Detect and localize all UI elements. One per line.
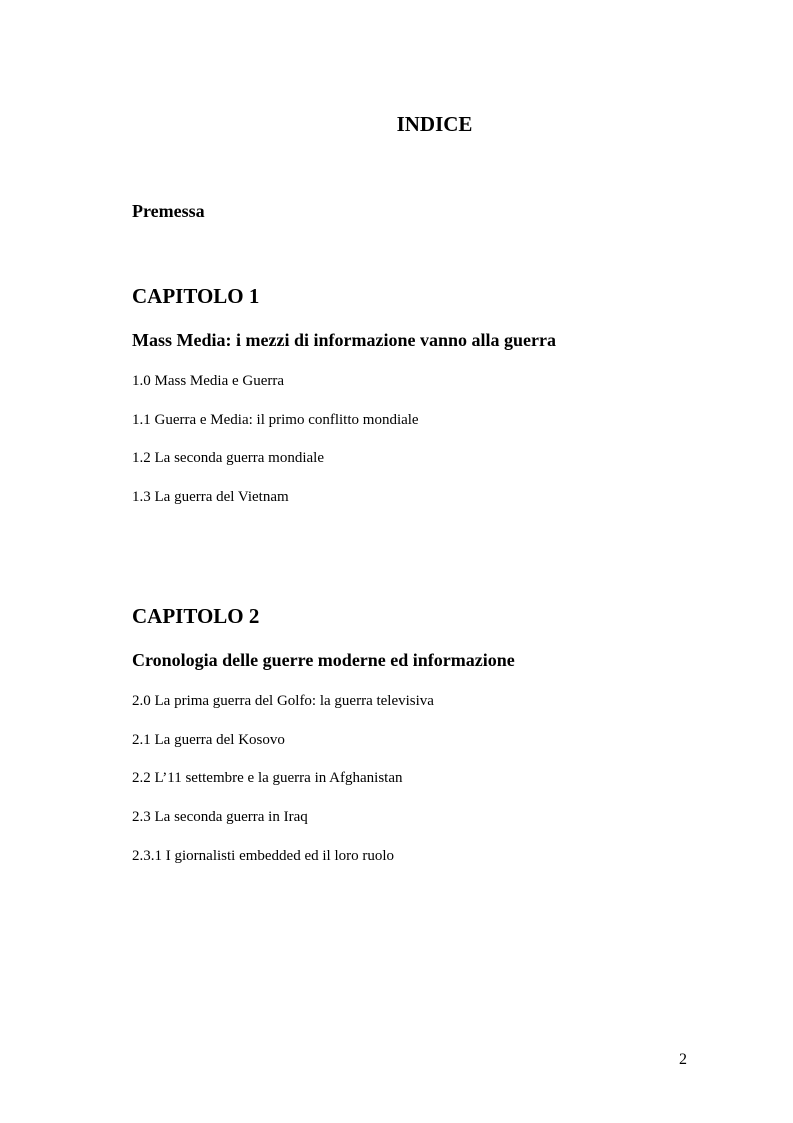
toc-entry: 2.3 La seconda guerra in Iraq — [132, 809, 308, 825]
toc-entry: 1.1 Guerra e Media: il primo conflitto mondiale — [132, 412, 419, 428]
toc-entry: 2.0 La prima guerra del Golfo: la guerra televisiva — [132, 693, 434, 709]
page-number: 2 — [679, 1051, 687, 1068]
chapter-2-heading: CAPITOLO 2 — [132, 604, 260, 628]
toc-entry: 1.2 La seconda guerra mondiale — [132, 450, 325, 466]
toc-entry: 2.3.1 I giornalisti embedded ed il loro ruolo — [132, 848, 395, 864]
chapter-1-heading: CAPITOLO 1 — [132, 284, 260, 308]
toc-entry: 2.2 L’11 settembre e la guerra in Afghanistan — [132, 770, 403, 786]
premessa-heading: Premessa — [132, 201, 205, 221]
toc-entry: 2.1 La guerra del Kosovo — [132, 732, 285, 748]
toc-entry: 1.0 Mass Media e Guerra — [132, 373, 285, 389]
toc-entry: 1.3 La guerra del Vietnam — [132, 489, 289, 505]
page-title: INDICE — [396, 112, 473, 136]
chapter-1-subtitle: Mass Media: i mezzi di informazione vanno alla guerra — [132, 330, 556, 350]
chapter-2-subtitle: Cronologia delle guerre moderne ed informazione — [132, 650, 515, 670]
